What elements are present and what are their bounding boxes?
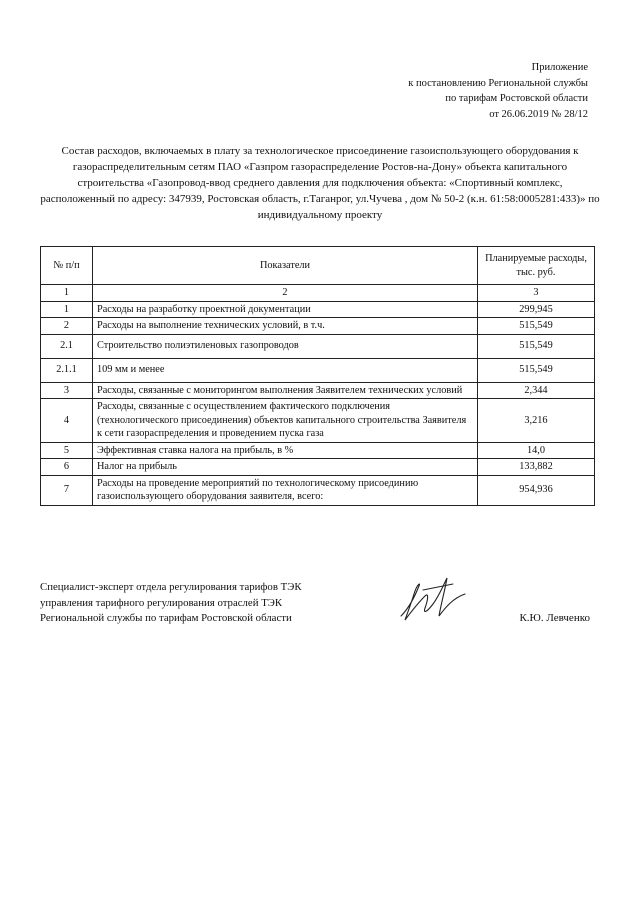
signer-name: К.Ю. Левченко (519, 612, 590, 624)
row-value: 14,0 (478, 442, 595, 459)
appendix-block (328, 60, 588, 122)
row-name: Расходы, связанные с мониторингом выполнения Заявителем технических условий (93, 382, 478, 399)
row-value: 133,882 (478, 459, 595, 476)
column-number-3: 3 (478, 285, 595, 302)
handwritten-signature (395, 572, 475, 627)
row-name: Эффективная ставка налога на прибыль, в % (93, 442, 478, 459)
table-row (41, 459, 595, 476)
document-heading: Состав расходов, включаемых в плату за технологическое присоединение газоиспользующего оборудования к газораспределительным сетям ПАО «Газпром газораспределение Ростов-на-Дону» объекта капитального строительства «Газопровод-ввод среднего давления для подключения объекта: «Спортивный комплекс, расположенный по адресу: 347939, Ростовская область, г.Таганрог, ул.Чучева , дом № 50-2 (к.н. 61:58:0005281:433)» по индивидуальному проекту (40, 145, 600, 221)
appendix-line-1: Приложение (531, 62, 588, 73)
row-value: 299,945 (478, 301, 595, 318)
table-row (41, 318, 595, 335)
signer-position-line-2: управления тарифного регулирования отраслей ТЭК (40, 596, 283, 609)
header-num: № п/п (41, 247, 93, 285)
table-row (41, 334, 595, 358)
row-name: Расходы на разработку проектной документации (93, 301, 478, 318)
row-num: 3 (41, 382, 93, 399)
appendix-line-4: от 26.06.2019 № 28/12 (489, 108, 588, 120)
costs-table (40, 246, 595, 506)
row-num: 2.1 (41, 334, 93, 358)
column-number-row (41, 285, 595, 302)
appendix-line-2: к постановлению Региональной службы (408, 77, 588, 89)
column-number-2: 2 (93, 285, 478, 302)
row-num: 5 (41, 442, 93, 459)
row-num: 2.1.1 (41, 358, 93, 382)
header-value: Планируемые расходы, тыс. руб. (478, 247, 595, 285)
row-name: Расходы, связанные с осуществлением фактического подключения (технологического присоединения) объектов капитального строительства Заявителя к сети газораспределения и проведением пуска газа (93, 399, 478, 443)
row-num: 7 (41, 475, 93, 505)
row-value: 3,216 (478, 399, 595, 443)
table-header-row (41, 247, 595, 285)
row-value: 2,344 (478, 382, 595, 399)
row-name: Расходы на выполнение технических условий, в т.ч. (93, 318, 478, 335)
row-name: 109 мм и менее (93, 358, 478, 382)
table-row (41, 301, 595, 318)
signer-block (40, 580, 370, 627)
row-value: 515,549 (478, 318, 595, 335)
column-number-1: 1 (41, 285, 93, 302)
row-name: Расходы на проведение мероприятий по технологическому присоединию газоиспользующего оборудования заявителя, всего: (93, 475, 478, 505)
row-value: 515,549 (478, 358, 595, 382)
signer-position-line-3: Региональной службы по тарифам Ростовской области (40, 612, 292, 624)
appendix-line-3: по тарифам Ростовской области (445, 93, 588, 104)
row-value: 515,549 (478, 334, 595, 358)
row-name: Строительство полиэтиленовых газопроводов (93, 334, 478, 358)
header-name: Показатели (93, 247, 478, 285)
signer-position-line-1: Специалист-эксперт отдела регулирования тарифов ТЭК (40, 581, 302, 593)
table-row (41, 475, 595, 505)
table-row (41, 382, 595, 399)
row-name: Налог на прибыль (93, 459, 478, 476)
table-row (41, 399, 595, 443)
row-num: 4 (41, 399, 93, 443)
row-num: 1 (41, 301, 93, 318)
table-row (41, 358, 595, 382)
table-row (41, 442, 595, 459)
row-num: 6 (41, 459, 93, 476)
row-num: 2 (41, 318, 93, 335)
row-value: 954,936 (478, 475, 595, 505)
